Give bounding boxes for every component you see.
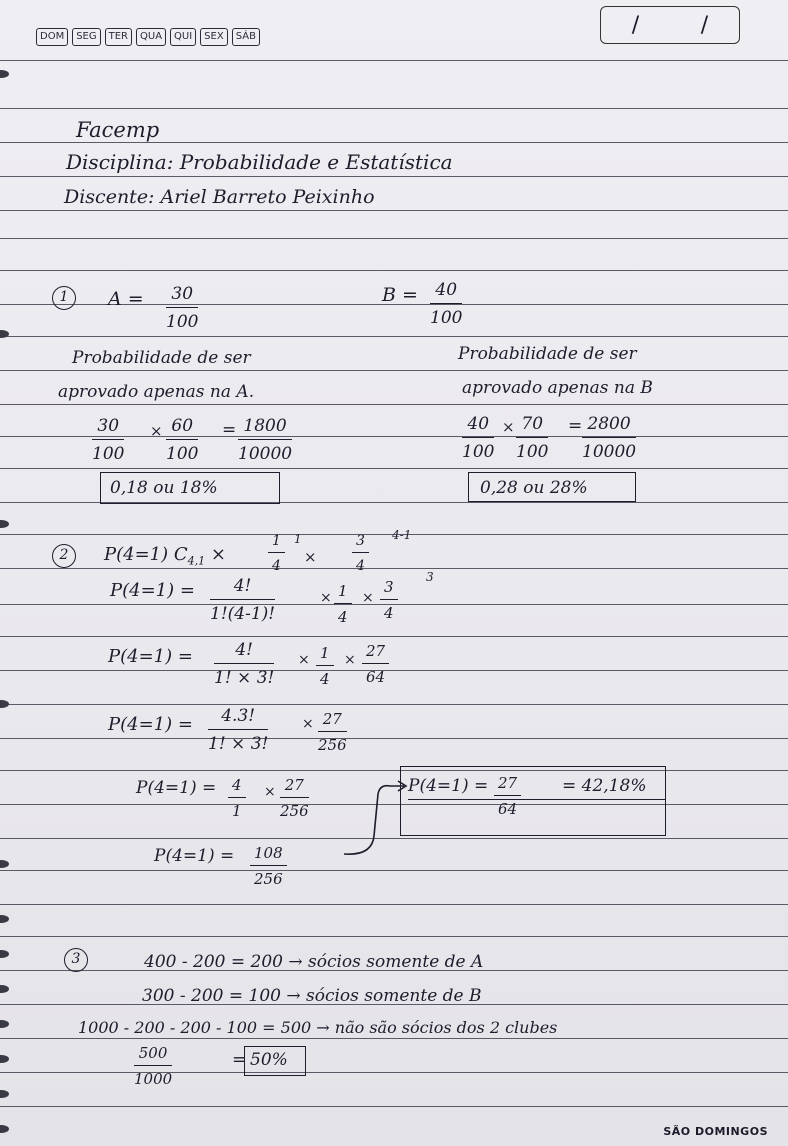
rule-line <box>0 904 788 905</box>
weekday-sab: SÁB <box>232 28 260 46</box>
q3-line-3: 1000 - 200 - 200 - 100 = 500 → não são sócios dos 2 clubes <box>78 1018 558 1037</box>
date-box <box>600 6 740 44</box>
q3-line-1: 400 - 200 = 200 → sócios somente de A <box>144 952 484 972</box>
q3-fraction <box>134 1046 172 1087</box>
q2-step5-lhs: P(4=1) = <box>154 846 235 866</box>
times-sign: × <box>302 716 314 732</box>
q1-right-frac-2 <box>516 416 548 461</box>
q2-exponent: 1 <box>294 532 302 546</box>
spiral-hole <box>0 1055 9 1063</box>
fraction-denominator: 4 <box>272 558 281 574</box>
spiral-hole <box>0 520 9 528</box>
fraction-denominator: 100 <box>166 312 199 332</box>
fraction-denominator: 100 <box>516 442 549 462</box>
q2-step3-frac-2 <box>318 712 347 753</box>
rule-line <box>0 1038 788 1039</box>
equals-sign: = <box>232 1050 247 1070</box>
fraction-numerator: 70 <box>516 416 548 438</box>
q1-left-result: 0,18 ou 18% <box>110 478 218 498</box>
weekday-seg: SEG <box>72 28 100 46</box>
student: Discente: Ariel Barreto Peixinho <box>64 186 375 208</box>
spiral-hole <box>0 1090 9 1098</box>
rule-line <box>0 936 788 937</box>
times-sign: × <box>502 418 515 436</box>
times-sign: × <box>150 422 163 440</box>
rule-line <box>0 60 788 61</box>
fraction-numerator: 1 <box>334 584 352 604</box>
fraction-numerator: 4.3! <box>208 708 268 730</box>
q2-step2-frac-2 <box>316 646 334 687</box>
spiral-hole <box>0 915 9 923</box>
fraction-numerator: 27 <box>318 712 347 732</box>
times-sign: × <box>344 652 356 668</box>
q2-final-result: = 42,18% <box>562 776 647 796</box>
fraction-denominator: 1! × 3! <box>214 668 275 688</box>
rule-line <box>0 238 788 239</box>
fraction-numerator: 1800 <box>238 418 292 440</box>
rule-line <box>0 1106 788 1107</box>
equals-sign: = <box>568 416 583 436</box>
times-sign: × <box>210 544 226 565</box>
q1-right-frac-1 <box>462 416 494 461</box>
rule-line <box>0 370 788 371</box>
fraction-numerator: 4! <box>210 578 275 600</box>
q1-left-title: aprovado apenas na A. <box>58 382 255 402</box>
q2-formula-sub: 4,1 <box>187 554 206 568</box>
fraction-numerator: 108 <box>250 846 287 866</box>
fraction-denominator: 4 <box>320 670 330 688</box>
rule-line <box>0 270 788 271</box>
q2-step4-lhs: P(4=1) = <box>136 778 217 798</box>
rule-line <box>0 770 788 771</box>
q2-step2-frac <box>214 642 274 687</box>
q1-b-fraction <box>430 282 462 327</box>
q2-formula-frac-1 <box>268 534 285 573</box>
q2-step4-frac <box>228 778 246 819</box>
q2-final-frac <box>494 776 521 817</box>
q1-a-fraction <box>166 286 198 331</box>
fraction-denominator: 1! × 3! <box>208 734 269 754</box>
fraction-numerator: 27 <box>362 644 389 664</box>
fraction-denominator: 4 <box>356 558 365 574</box>
q2-step4-frac-2 <box>280 778 309 819</box>
weekday-sex: SEX <box>200 28 228 46</box>
fraction-numerator: 27 <box>280 778 309 798</box>
q1-a-label: A = <box>108 288 144 310</box>
fraction-denominator: 4 <box>338 608 348 626</box>
q2-exponent: 4-1 <box>392 528 412 542</box>
q2-step2-frac-3 <box>362 644 389 685</box>
fraction-numerator: 30 <box>166 286 198 308</box>
q1-left-frac-2 <box>166 418 198 463</box>
fraction-denominator: 100 <box>430 308 463 328</box>
fraction-numerator: 4! <box>214 642 274 664</box>
q1-left-frac-3 <box>238 418 292 463</box>
times-sign: × <box>264 784 276 800</box>
fraction-denominator: 64 <box>498 800 518 818</box>
q1-left-title: Probabilidade de ser <box>72 348 251 368</box>
q2-step1-frac <box>210 578 275 623</box>
rule-line <box>0 1072 788 1073</box>
institution: Facemp <box>76 118 160 142</box>
q2-exponent: 3 <box>426 570 434 584</box>
rule-line <box>0 670 788 671</box>
q1-right-title: Probabilidade de ser <box>458 344 637 364</box>
rule-line <box>0 636 788 637</box>
rule-line <box>0 704 788 705</box>
spiral-hole <box>0 700 9 708</box>
times-sign: × <box>304 548 317 566</box>
times-sign: × <box>320 590 332 606</box>
fraction-denominator: 256 <box>280 802 309 820</box>
q1-left-frac-1 <box>92 418 124 463</box>
fraction-denominator: 1000 <box>134 1070 173 1088</box>
fraction-numerator: 3 <box>352 534 369 553</box>
rule-line <box>0 468 788 469</box>
spiral-hole <box>0 1020 9 1028</box>
q2-formula-lhs: P(4=1) C <box>104 544 188 565</box>
fraction-numerator: 60 <box>166 418 198 440</box>
q1-right-result: 0,28 ou 28% <box>480 478 588 498</box>
date-slash: / <box>700 12 709 38</box>
fraction-numerator: 500 <box>134 1046 172 1066</box>
q3-result: 50% <box>250 1050 288 1070</box>
fraction-numerator: 27 <box>494 776 521 796</box>
q2-final-lhs: P(4=1) = <box>408 776 489 796</box>
fraction-denominator: 1!(4-1)! <box>210 604 276 624</box>
q3-line-2: 300 - 200 = 100 → sócios somente de B <box>142 986 482 1006</box>
fraction-denominator: 256 <box>254 870 283 888</box>
q2-step2-lhs: P(4=1) = <box>108 646 193 667</box>
spiral-hole <box>0 985 9 993</box>
discipline: Disciplina: Probabilidade e Estatística <box>66 150 453 174</box>
question-1-number: 1 <box>52 286 76 310</box>
spiral-hole <box>0 1125 9 1133</box>
equals-sign: = <box>222 420 237 440</box>
q1-b-label: B = <box>382 284 418 306</box>
fraction-denominator: 100 <box>462 442 495 462</box>
fraction-denominator: 256 <box>318 736 347 754</box>
fraction-numerator: 1 <box>268 534 285 553</box>
fraction-denominator: 100 <box>92 444 125 464</box>
weekday-qui: QUI <box>170 28 196 46</box>
fraction-denominator: 64 <box>366 668 386 686</box>
question-3-number: 3 <box>64 948 88 972</box>
fraction-numerator: 3 <box>380 580 398 600</box>
fraction-denominator: 10000 <box>582 442 637 462</box>
fraction-numerator: 30 <box>92 418 124 440</box>
fraction-numerator: 1 <box>316 646 334 666</box>
rule-line <box>0 336 788 337</box>
rule-line <box>0 568 788 569</box>
fraction-denominator: 100 <box>166 444 199 464</box>
weekday-row <box>36 28 260 46</box>
weekday-qua: QUA <box>136 28 166 46</box>
q2-step3-lhs: P(4=1) = <box>108 714 193 735</box>
fraction-denominator: 4 <box>384 604 394 622</box>
rule-line <box>0 404 788 405</box>
q2-step1-frac-3 <box>380 580 398 621</box>
spiral-hole <box>0 950 9 958</box>
q2-formula-frac-2 <box>352 534 369 573</box>
rule-line <box>0 108 788 109</box>
q1-right-frac-3 <box>582 416 636 461</box>
q2-step5-frac <box>250 846 287 887</box>
rule-line <box>0 210 788 211</box>
notebook-brand: SÃO DOMINGOS <box>663 1125 768 1138</box>
spiral-hole <box>0 860 9 868</box>
rule-line <box>0 870 788 871</box>
q2-step3-frac <box>208 708 268 753</box>
rule-line <box>0 738 788 739</box>
q2-formula <box>104 544 226 568</box>
q1-right-title: aprovado apenas na B <box>462 378 653 398</box>
fraction-numerator: 40 <box>462 416 494 438</box>
q2-step1-frac-2 <box>334 584 352 625</box>
spiral-hole <box>0 70 9 78</box>
fraction-numerator: 4 <box>228 778 246 798</box>
fraction-numerator: 40 <box>430 282 462 304</box>
rule-line <box>0 176 788 177</box>
times-sign: × <box>298 652 310 668</box>
times-sign: × <box>362 590 374 606</box>
fraction-denominator: 1 <box>232 802 242 820</box>
weekday-dom: DOM <box>36 28 68 46</box>
date-slash: / <box>631 12 640 38</box>
q2-step1-lhs: P(4=1) = <box>110 580 195 601</box>
weekday-ter: TER <box>105 28 132 46</box>
fraction-denominator: 10000 <box>238 444 293 464</box>
question-2-number: 2 <box>52 544 76 568</box>
fraction-numerator: 2800 <box>582 416 636 438</box>
rule-line <box>0 142 788 143</box>
